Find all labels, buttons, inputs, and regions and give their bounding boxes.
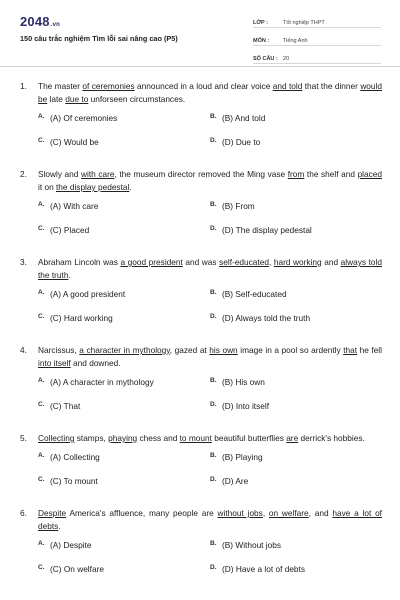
text-segment: , the museum director removed the Ming vase — [114, 169, 288, 179]
option-letter: C. — [38, 137, 45, 144]
option-text: (D) Due to — [222, 137, 261, 147]
underlined-segment: Collecting — [38, 433, 75, 443]
answer-option[interactable] — [210, 401, 382, 411]
question-number: 4. — [20, 345, 27, 355]
question-stem — [20, 344, 382, 370]
option-text: (B) And told — [222, 113, 266, 123]
text-segment: beautiful butterflies — [211, 433, 287, 443]
underlined-segment: Despite — [38, 508, 67, 518]
option-letter: D. — [210, 137, 217, 144]
option-row — [38, 533, 382, 557]
answer-option[interactable] — [38, 476, 210, 486]
option-letter: C. — [38, 225, 45, 232]
meta-info — [253, 14, 381, 68]
underlined-segment: and told — [272, 81, 303, 91]
option-row — [38, 557, 382, 581]
underlined-segment: are — [286, 433, 299, 443]
meta-value: 20 — [283, 56, 290, 62]
text-segment: derrick's hobbies. — [298, 433, 365, 443]
option-row — [38, 194, 382, 218]
answer-option[interactable] — [210, 313, 382, 323]
meta-row-subject — [253, 32, 381, 46]
option-letter: A. — [38, 289, 45, 296]
option-text: (B) Without jobs — [222, 540, 282, 550]
option-text: (A) Despite — [50, 540, 92, 550]
answer-option[interactable] — [210, 564, 382, 574]
document-header — [0, 0, 400, 66]
option-text: (C) That — [50, 401, 81, 411]
answer-option[interactable] — [210, 137, 382, 147]
option-letter: C. — [38, 564, 45, 571]
option-row — [38, 306, 382, 330]
option-letter: C. — [38, 401, 45, 408]
answer-option[interactable] — [38, 137, 210, 147]
option-text: (A) A good president — [50, 289, 126, 299]
answer-option[interactable] — [210, 225, 382, 235]
question-text — [38, 432, 382, 445]
question-text — [38, 344, 382, 370]
answer-option[interactable] — [210, 452, 382, 462]
question-stem — [20, 168, 382, 194]
meta-label: LỚP : — [253, 20, 268, 26]
option-letter: B. — [210, 377, 217, 384]
option-letter: A. — [38, 201, 45, 208]
underlined-segment: with care — [80, 169, 115, 179]
answer-option[interactable] — [38, 113, 210, 123]
text-segment: and was — [182, 257, 220, 267]
underlined-segment: would be — [38, 81, 382, 104]
underlined-segment: always told the truth — [38, 257, 382, 280]
underlined-segment: on welfare — [268, 508, 309, 518]
meta-row-class — [253, 14, 381, 28]
text-segment: announced in a loud and clear voice — [134, 81, 273, 91]
option-letter: B. — [210, 113, 217, 120]
underlined-segment: to mount — [179, 433, 212, 443]
text-segment: . — [58, 521, 61, 531]
option-letter: C. — [38, 313, 45, 320]
text-segment: , and — [308, 508, 333, 518]
answer-option[interactable] — [38, 377, 210, 387]
underlined-segment: from — [287, 169, 305, 179]
question-number: 6. — [20, 508, 27, 518]
underlined-segment: hard working — [273, 257, 322, 267]
text-segment: image in a pool so ardently — [237, 345, 344, 355]
option-text: (C) Placed — [50, 225, 90, 235]
answer-options — [20, 282, 382, 330]
option-letter: B. — [210, 289, 217, 296]
underlined-segment: into itself — [38, 358, 71, 368]
option-letter: D. — [210, 476, 217, 483]
option-text: (B) Playing — [222, 452, 263, 462]
underlined-segment: without jobs — [217, 508, 263, 518]
text-segment: late — [47, 94, 66, 104]
text-segment: he fell — [357, 345, 382, 355]
question-list — [20, 80, 382, 595]
text-segment: , — [268, 257, 274, 267]
answer-option[interactable] — [38, 201, 210, 211]
option-letter: B. — [210, 201, 217, 208]
option-letter: A. — [38, 540, 45, 547]
question-text — [38, 168, 382, 194]
text-segment: Abraham Lincoln was — [38, 257, 121, 267]
question-item — [20, 80, 382, 154]
underlined-segment: the display pedestal — [56, 182, 130, 192]
question-number: 2. — [20, 169, 27, 179]
option-letter: D. — [210, 225, 217, 232]
underlined-segment: self-educated — [219, 257, 269, 267]
question-text — [38, 507, 382, 533]
question-text — [38, 80, 382, 106]
option-text: (D) Have a lot of debts — [222, 564, 306, 574]
option-text: (C) On welfare — [50, 564, 104, 574]
option-letter: B. — [210, 452, 217, 459]
text-segment: . — [68, 270, 71, 280]
question-item — [20, 256, 382, 330]
underlined-segment: phaying — [108, 433, 138, 443]
question-text — [38, 256, 382, 282]
meta-label: MÔN : — [253, 38, 270, 44]
option-letter: D. — [210, 401, 217, 408]
option-text: (D) Always told the truth — [222, 313, 311, 323]
underlined-segment: his own — [209, 345, 238, 355]
answer-option[interactable] — [210, 377, 382, 387]
option-row — [38, 106, 382, 130]
question-item — [20, 432, 382, 493]
brand-logo: 2048.vn — [20, 14, 61, 29]
option-letter: B. — [210, 540, 217, 547]
answer-option[interactable] — [38, 564, 210, 574]
option-letter: A. — [38, 113, 45, 120]
question-stem — [20, 507, 382, 533]
option-text: (A) Collecting — [50, 452, 100, 462]
option-letter: A. — [38, 452, 45, 459]
question-stem — [20, 80, 382, 106]
option-text: (B) Self-educated — [222, 289, 287, 299]
option-text: (A) Of ceremonies — [50, 113, 118, 123]
option-row — [38, 394, 382, 418]
meta-value: Tốt nghiệp THPT — [283, 20, 325, 26]
answer-options — [20, 370, 382, 418]
option-text: (B) From — [222, 201, 255, 211]
answer-option[interactable] — [210, 113, 382, 123]
answer-option[interactable] — [210, 201, 382, 211]
header-divider — [0, 66, 400, 67]
answer-option[interactable] — [38, 401, 210, 411]
answer-option[interactable] — [38, 225, 210, 235]
option-text: (D) The display pedestal — [222, 225, 312, 235]
text-segment: and — [321, 257, 341, 267]
text-segment: stamps, — [74, 433, 109, 443]
option-letter: D. — [210, 564, 217, 571]
answer-options — [20, 194, 382, 242]
option-text: (A) A character in mythology — [50, 377, 154, 387]
option-letter: A. — [38, 377, 45, 384]
underlined-segment: of ceremonies — [82, 81, 135, 91]
option-text: (C) Hard working — [50, 313, 113, 323]
answer-options — [20, 106, 382, 154]
option-text: (C) To mount — [50, 476, 98, 486]
underlined-segment: have a lot of debts — [38, 508, 382, 531]
text-segment: the shelf and — [304, 169, 358, 179]
question-item — [20, 507, 382, 581]
answer-option[interactable] — [38, 313, 210, 323]
option-letter: D. — [210, 313, 217, 320]
option-text: (B) His own — [222, 377, 265, 387]
underlined-segment: that — [343, 345, 358, 355]
text-segment: , gazed at — [169, 345, 210, 355]
text-segment: , — [262, 508, 269, 518]
text-segment: Slowly and — [38, 169, 81, 179]
answer-option[interactable] — [38, 289, 210, 299]
text-segment: chess and — [137, 433, 180, 443]
meta-row-count — [253, 50, 381, 64]
text-segment: America's affluence, many people are — [66, 508, 218, 518]
question-stem — [20, 432, 382, 445]
option-row — [38, 218, 382, 242]
text-segment: it on — [38, 182, 56, 192]
text-segment: unforseen circumstances. — [88, 94, 186, 104]
option-text: (A) With care — [50, 201, 99, 211]
meta-value: Tiếng Anh — [283, 38, 308, 44]
answer-option[interactable] — [210, 289, 382, 299]
option-letter: C. — [38, 476, 45, 483]
underlined-segment: due to — [65, 94, 89, 104]
question-stem — [20, 256, 382, 282]
answer-option[interactable] — [38, 540, 210, 550]
answer-options — [20, 445, 382, 493]
text-segment: The master — [38, 81, 83, 91]
text-segment: that the dinner — [302, 81, 361, 91]
question-number: 5. — [20, 433, 27, 443]
answer-option[interactable] — [210, 540, 382, 550]
meta-label: SỐ CÂU : — [253, 56, 278, 62]
text-segment: and downed. — [70, 358, 121, 368]
option-row — [38, 445, 382, 469]
question-number: 1. — [20, 81, 27, 91]
answer-options — [20, 533, 382, 581]
question-number: 3. — [20, 257, 27, 267]
option-row — [38, 370, 382, 394]
option-text: (D) Into itself — [222, 401, 270, 411]
text-segment: . — [129, 182, 132, 192]
underlined-segment: placed — [357, 169, 383, 179]
question-item — [20, 168, 382, 242]
option-row — [38, 469, 382, 493]
option-text: (C) Would be — [50, 137, 99, 147]
document-title: 150 câu trắc nghiệm Tìm lỗi sai nâng cao (P5) — [20, 34, 178, 43]
option-row — [38, 130, 382, 154]
answer-option[interactable] — [38, 452, 210, 462]
text-segment: Narcissus, — [38, 345, 80, 355]
underlined-segment: a character in mythology — [79, 345, 170, 355]
option-text: (D) Are — [222, 476, 249, 486]
answer-option[interactable] — [210, 476, 382, 486]
question-item — [20, 344, 382, 418]
underlined-segment: a good president — [120, 257, 183, 267]
option-row — [38, 282, 382, 306]
